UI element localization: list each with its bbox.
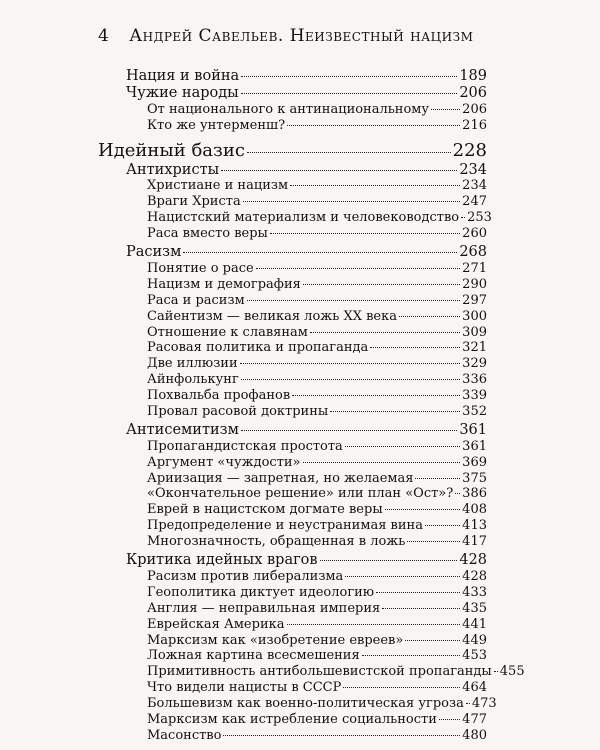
toc-entry: Ложная картина всесмешения 453 [147, 648, 487, 664]
toc-entry: Еврей в нацистском догмате веры 408 [147, 502, 487, 518]
toc-entry: Чужие народы 206 [126, 84, 487, 101]
toc-entry: Критика идейных врагов 428 [126, 552, 487, 568]
toc-entry: Антихристы 234 [126, 161, 487, 178]
header-title: Андрей Савельев. Неизвестный нацизм [129, 26, 474, 46]
toc-entry: Отношение к славянам 309 [147, 324, 487, 340]
running-header [98, 26, 473, 46]
toc-entry: Нацизм и демография 290 [147, 276, 487, 292]
toc-entry: Еврейская Америка 441 [147, 616, 487, 632]
toc-entry: «Окончательное решение» или план «Ост»? 386 [147, 486, 487, 502]
toc-entry: Ариизация — запретная, но желаемая 375 [147, 470, 487, 486]
toc-entry: Враги Христа 247 [147, 194, 487, 210]
toc-part-heading: Идейный базис 228 [98, 140, 487, 162]
toc-entry: Геополитика диктует идеологию 433 [147, 584, 487, 600]
page-number: 4 [98, 26, 110, 46]
toc-entry: Аргумент «чуждости» 369 [147, 454, 487, 470]
toc-entry: Пропагандистская простота 361 [147, 438, 487, 454]
toc-entry: Сайентизм — великая ложь XX века 300 [147, 308, 487, 324]
toc-entry: Антисемитизм 361 [126, 421, 487, 438]
toc-entry: Провал расовой доктрины 352 [147, 404, 487, 420]
toc-entry: От национального к антинациональному 206 [147, 101, 487, 117]
toc-entry: Айнфолькунг 336 [147, 372, 487, 388]
toc-entry: Раса и расизм 297 [147, 292, 487, 308]
toc-entry: Кто же унтерменш? 216 [147, 117, 487, 133]
toc-entry: Понятие о расе 271 [147, 260, 487, 276]
toc-entry: Большевизм как военно-политическая угроза 473 [147, 696, 497, 712]
toc-entry: Расизм против либерализма 428 [147, 568, 487, 584]
toc-entry: Расизм 268 [126, 244, 487, 260]
toc-entry: Масонство 480 [147, 728, 487, 743]
toc-entry: Расовая политика и пропаганда 321 [147, 340, 487, 356]
toc-entry: Нация и война 189 [126, 68, 487, 84]
toc-entry: Примитивность антибольшевистской пропаганды 455 [147, 664, 525, 680]
toc-entry: Предопределение и неустранимая вина 413 [147, 518, 487, 534]
toc-entry: Похвальба профанов 339 [147, 388, 487, 404]
toc-entry: Две иллюзии 329 [147, 356, 487, 372]
toc-entry: Многозначность, обращенная в ложь 417 [147, 534, 487, 550]
toc-entry: Марксизм как истребление социальности 477 [147, 712, 487, 728]
toc-entry: Англия — неправильная империя 435 [147, 600, 487, 616]
toc-entry: Что видели нацисты в СССР 464 [147, 680, 487, 696]
toc-entry: Марксизм как «изобретение евреев» 449 [147, 632, 487, 648]
toc-entry: Христиане и нацизм 234 [147, 177, 487, 193]
toc-entry: Раса вместо веры 260 [147, 226, 487, 242]
toc-entry: Нацистский материализм и человеководство 253 [147, 210, 492, 226]
